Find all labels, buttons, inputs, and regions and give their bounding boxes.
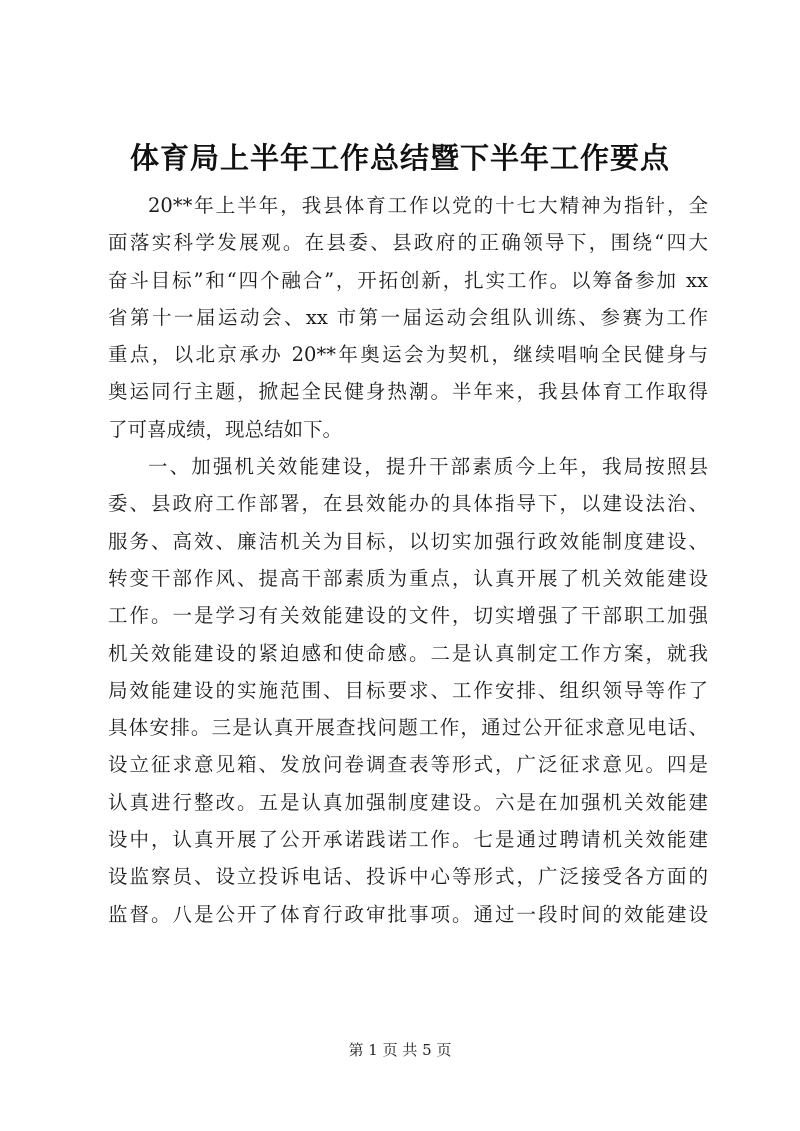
paragraph-1-line-7: 了可喜成绩，现总结如下。 — [108, 417, 343, 441]
paragraph-1-line-1: 20**年上半年，我县体育工作以党的十七大精神为指针，全 — [148, 194, 708, 217]
document-body — [108, 187, 708, 933]
paragraph-2-line-7: 局效能建设的实施范围、目标要求、工作安排、组织领导等作了 — [108, 678, 708, 702]
paragraph-2-line-13: 监督。八是公开了体育行政审批事项。通过一段时间的效能建设 — [108, 902, 708, 926]
paragraph-1-line-5: 重点，以北京承办 20**年奥运会为契机，继续唱响全民健身与 — [108, 343, 708, 367]
paragraph-2-line-6: 机关效能建设的紧迫感和使命感。二是认真制定工作方案，就我 — [108, 641, 708, 665]
paragraph-1-line-3: 奋斗目标”和“四个融合”，开拓创新，扎实工作。以筹备参加 xx — [108, 268, 708, 292]
page-number: 第 1 页 共 5 页 — [348, 1041, 452, 1059]
paragraph-2-line-11: 设中，认真开展了公开承诺践诺工作。七是通过聘请机关效能建 — [108, 828, 708, 852]
paragraph-2-line-3: 服务、高效、廉洁机关为目标，以切实加强行政效能制度建设、 — [108, 529, 708, 553]
paragraph-2-line-8: 具体安排。三是认真开展查找问题工作，通过公开征求意见电话、 — [108, 716, 708, 740]
paragraph-2-line-1: 一、加强机关效能建设，提升干部素质今上年，我局按照县 — [148, 455, 708, 479]
paragraph-1-line-4: 省第十一届运动会、xx 市第一届运动会组队训练、参赛为工作 — [108, 305, 708, 329]
paragraph-2-line-2: 委、县政府工作部署，在县效能办的具体指导下，以建设法治、 — [108, 492, 708, 516]
paragraph-2-line-12: 设监察员、设立投诉电话、投诉中心等形式，广泛接受各方面的 — [108, 865, 708, 889]
paragraph-2-line-5: 工作。一是学习有关效能建设的文件，切实增强了干部职工加强 — [108, 604, 708, 628]
paragraph-2-line-9: 设立征求意见箱、发放问卷调查表等形式，广泛征求意见。四是 — [108, 753, 708, 777]
paragraph-2-line-4: 转变干部作风、提高干部素质为重点，认真开展了机关效能建设 — [108, 566, 708, 590]
document-title: 体育局上半年工作总结暨下半年工作要点 — [129, 141, 670, 175]
paragraph-1-line-2: 面落实科学发展观。在县委、县政府的正确领导下，围绕“四大 — [108, 231, 708, 255]
paragraph-2-line-10: 认真进行整改。五是认真加强制度建设。六是在加强机关效能建 — [108, 790, 708, 814]
paragraph-1-line-6: 奥运同行主题，掀起全民健身热潮。半年来，我县体育工作取得 — [108, 380, 708, 404]
